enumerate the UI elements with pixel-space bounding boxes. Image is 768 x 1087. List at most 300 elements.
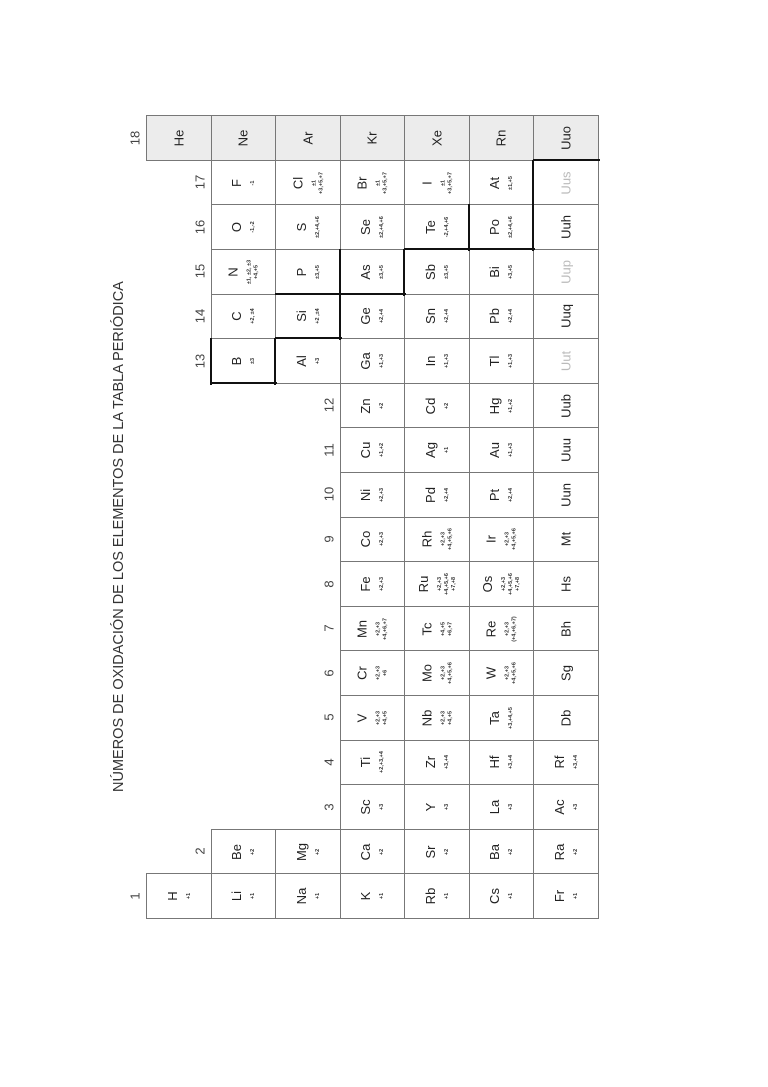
oxidation-states: +2,+3 bbox=[379, 532, 386, 547]
element-cell-mg bbox=[275, 829, 341, 875]
element-cell-ru bbox=[404, 561, 470, 607]
element-symbol: Sc bbox=[358, 799, 374, 815]
element-cell-uuh bbox=[533, 204, 599, 250]
divider-line bbox=[274, 338, 276, 385]
element-cell-pd bbox=[404, 472, 470, 518]
element-content bbox=[355, 618, 390, 640]
element-cell-rn bbox=[469, 115, 535, 161]
group-number-label: 10 bbox=[321, 487, 336, 502]
element-content bbox=[423, 755, 451, 769]
element-cell-c bbox=[211, 294, 277, 340]
element-content bbox=[558, 621, 573, 637]
element-content bbox=[290, 172, 325, 194]
element-content bbox=[226, 260, 261, 284]
element-cell-ir bbox=[469, 517, 535, 563]
element-content bbox=[423, 845, 451, 858]
oxidation-states: +1,+3 bbox=[379, 353, 386, 369]
element-symbol: Rn bbox=[493, 129, 509, 147]
group-number-label: 7 bbox=[321, 624, 336, 632]
divider-line bbox=[533, 159, 600, 161]
element-content bbox=[487, 216, 515, 238]
oxidation-states: ±3 bbox=[250, 357, 257, 365]
element-content bbox=[358, 442, 386, 459]
element-cell-te bbox=[404, 204, 470, 250]
oxidation-states: +1,+3 bbox=[508, 443, 515, 458]
element-symbol: Rb bbox=[422, 887, 438, 905]
element-symbol: At bbox=[487, 176, 503, 189]
group-number-15 bbox=[189, 260, 211, 282]
element-content bbox=[423, 217, 451, 238]
group-number-11 bbox=[318, 439, 340, 461]
element-symbol: Uub bbox=[558, 393, 574, 418]
element-content bbox=[487, 176, 515, 190]
element-content bbox=[355, 711, 390, 725]
oxidation-states: +2,+4 bbox=[443, 487, 450, 502]
divider-line bbox=[469, 248, 536, 250]
element-symbol: Au bbox=[487, 442, 503, 459]
element-content bbox=[171, 130, 186, 147]
element-symbol: Nb bbox=[419, 709, 435, 727]
element-symbol: Uus bbox=[558, 171, 574, 195]
group-number-label: 17 bbox=[192, 174, 207, 190]
group-number-label: 9 bbox=[321, 535, 336, 543]
element-cell-ac bbox=[533, 784, 599, 830]
element-symbol: Ag bbox=[422, 442, 438, 459]
element-cell-mo bbox=[404, 650, 470, 696]
oxidation-states: ±2,+4,+6 bbox=[508, 216, 515, 239]
element-content bbox=[423, 308, 451, 324]
element-cell-uuo bbox=[533, 115, 599, 161]
divider-line bbox=[275, 337, 342, 339]
element-content bbox=[558, 260, 573, 284]
element-symbol: Ra bbox=[551, 843, 567, 860]
element-content bbox=[558, 304, 573, 328]
group-number-13 bbox=[189, 350, 211, 372]
element-content bbox=[294, 265, 322, 279]
element-cell-db bbox=[533, 695, 599, 741]
element-content bbox=[358, 488, 386, 502]
element-symbol: Ni bbox=[358, 488, 374, 501]
element-symbol: W bbox=[483, 667, 499, 680]
element-cell-tc bbox=[404, 606, 470, 652]
element-symbol: Tl bbox=[487, 355, 503, 367]
element-content bbox=[558, 483, 573, 507]
element-cell-y bbox=[404, 784, 470, 830]
element-cell-he bbox=[146, 115, 212, 161]
element-symbol: Hf bbox=[487, 755, 503, 769]
group-number-label: 8 bbox=[321, 579, 336, 588]
element-cell-tl bbox=[469, 338, 535, 384]
element-symbol: Fe bbox=[358, 576, 374, 592]
element-content bbox=[558, 576, 573, 592]
divider-line bbox=[532, 160, 534, 251]
element-symbol: Uup bbox=[558, 259, 574, 284]
oxidation-states: +3 bbox=[314, 357, 321, 365]
element-symbol: Hg bbox=[487, 397, 503, 414]
oxidation-states: ±2,+4,+6 bbox=[379, 216, 386, 239]
element-content bbox=[487, 755, 515, 769]
element-content bbox=[229, 222, 257, 233]
group-number-label: 5 bbox=[321, 713, 336, 721]
group-number-10 bbox=[318, 483, 340, 505]
oxidation-states: +2,+3 +4,+5,+6 bbox=[440, 662, 454, 685]
oxidation-states: ±3,+5 bbox=[443, 264, 450, 279]
element-content bbox=[423, 397, 451, 414]
oxidation-states: +4,+5 +6,+7 bbox=[440, 621, 454, 636]
element-content bbox=[416, 573, 458, 595]
oxidation-states: ±1 +3,+5,+7 bbox=[375, 171, 389, 194]
element-cell-ag bbox=[404, 427, 470, 473]
element-symbol: C bbox=[229, 311, 245, 322]
group-number-5 bbox=[318, 706, 340, 728]
element-cell-ba bbox=[469, 829, 535, 875]
oxidation-states: ±1 +3,+5,+7 bbox=[440, 171, 454, 194]
oxidation-states: +2,+4 bbox=[508, 487, 515, 502]
element-content bbox=[358, 892, 386, 901]
element-cell-sg bbox=[533, 650, 599, 696]
oxidation-states: +2,+3 bbox=[379, 576, 386, 592]
element-cell-li bbox=[211, 873, 277, 919]
element-cell-rb bbox=[404, 873, 470, 919]
element-symbol: Pt bbox=[487, 488, 503, 501]
element-cell-p bbox=[275, 249, 341, 295]
element-symbol: F bbox=[229, 178, 245, 187]
element-symbol: Li bbox=[229, 891, 245, 902]
element-symbol: H bbox=[164, 891, 180, 901]
oxidation-states: +2 bbox=[379, 848, 386, 855]
element-content bbox=[494, 130, 509, 147]
element-symbol: Ta bbox=[487, 710, 503, 725]
element-content bbox=[558, 394, 573, 418]
element-cell-n bbox=[211, 249, 277, 295]
element-content bbox=[419, 528, 454, 550]
element-symbol: Ac bbox=[551, 799, 567, 815]
oxidation-states: +1 bbox=[314, 893, 321, 900]
element-content bbox=[487, 888, 515, 904]
element-symbol: I bbox=[419, 180, 435, 185]
group-number-label: 6 bbox=[321, 669, 336, 677]
element-content bbox=[358, 799, 386, 814]
element-symbol: Ar bbox=[300, 131, 316, 145]
oxidation-states: -2,+4,+6 bbox=[443, 216, 450, 238]
element-content bbox=[558, 351, 573, 371]
group-number-3 bbox=[318, 796, 340, 818]
element-content bbox=[294, 355, 322, 367]
element-cell-sc bbox=[340, 784, 406, 830]
element-symbol: Cs bbox=[487, 888, 503, 905]
element-cell-fr bbox=[533, 873, 599, 919]
element-cell-in bbox=[404, 338, 470, 384]
element-cell-uun bbox=[533, 472, 599, 518]
element-cell-b bbox=[211, 338, 277, 384]
group-number-18 bbox=[124, 127, 146, 149]
group-number-label: 4 bbox=[321, 758, 336, 766]
element-content bbox=[487, 442, 515, 458]
element-symbol: P bbox=[293, 267, 309, 277]
element-content bbox=[552, 799, 580, 814]
oxidation-states: +2,+4 bbox=[443, 309, 450, 324]
element-cell-ne bbox=[211, 115, 277, 161]
element-cell-pb bbox=[469, 294, 535, 340]
element-cell-w bbox=[469, 650, 535, 696]
element-content bbox=[484, 528, 519, 550]
element-cell-rh bbox=[404, 517, 470, 563]
oxidation-states: +2,+3,+4 bbox=[379, 751, 386, 774]
element-cell-uus bbox=[533, 160, 599, 206]
element-content bbox=[229, 844, 257, 860]
element-content bbox=[558, 171, 573, 194]
element-content bbox=[300, 131, 315, 144]
element-cell-mt bbox=[533, 517, 599, 563]
oxidation-states: +1 bbox=[185, 893, 192, 900]
oxidation-states: +2,+4 bbox=[508, 309, 515, 324]
element-cell-pt bbox=[469, 472, 535, 518]
group-number-label: 12 bbox=[321, 397, 336, 413]
element-content bbox=[358, 308, 386, 325]
group-number-label: 3 bbox=[321, 802, 336, 811]
element-symbol: Si bbox=[293, 310, 309, 323]
element-cell-ar bbox=[275, 115, 341, 161]
element-symbol: He bbox=[171, 129, 187, 147]
element-cell-po bbox=[469, 204, 535, 250]
group-number-9 bbox=[318, 528, 340, 550]
element-content bbox=[365, 131, 380, 144]
element-content bbox=[423, 803, 451, 812]
oxidation-states: +2,+3 +4,+5,+6 bbox=[504, 528, 518, 551]
divider-line bbox=[404, 248, 471, 250]
element-content bbox=[558, 215, 573, 239]
element-symbol: Pb bbox=[487, 308, 503, 325]
element-symbol: Re bbox=[483, 620, 499, 637]
element-cell-na bbox=[275, 873, 341, 919]
element-cell-ti bbox=[340, 740, 406, 786]
element-content bbox=[423, 264, 451, 280]
element-cell-bh bbox=[533, 606, 599, 652]
oxidation-states: ±3,+5 bbox=[314, 264, 321, 279]
oxidation-states: +3 bbox=[572, 803, 579, 811]
group-number-16 bbox=[189, 216, 211, 238]
element-symbol: Zn bbox=[358, 398, 374, 414]
element-content bbox=[229, 309, 257, 324]
element-symbol: Hs bbox=[558, 576, 574, 592]
element-cell-hs bbox=[533, 561, 599, 607]
element-cell-i bbox=[404, 160, 470, 206]
element-content bbox=[229, 179, 257, 187]
element-symbol: Fr bbox=[551, 890, 567, 903]
oxidation-states: +1,+3 bbox=[443, 353, 450, 369]
element-symbol: Rf bbox=[551, 755, 567, 769]
oxidation-states: ±1 +3,+5,+7 bbox=[311, 171, 325, 194]
oxidation-states: +3,+4 bbox=[508, 755, 515, 770]
element-symbol: Ir bbox=[483, 535, 499, 544]
element-cell-rf bbox=[533, 740, 599, 786]
oxidation-states: +1 bbox=[443, 893, 450, 900]
oxidation-states: +2,+4 bbox=[379, 309, 386, 324]
group-number-6 bbox=[318, 662, 340, 684]
oxidation-states: +3 bbox=[379, 803, 386, 811]
element-symbol: Pd bbox=[422, 486, 438, 503]
element-content bbox=[487, 844, 515, 860]
oxidation-states: +1 bbox=[250, 893, 257, 900]
element-cell-h bbox=[146, 873, 212, 919]
element-content bbox=[558, 665, 573, 681]
element-content bbox=[294, 888, 322, 905]
element-symbol: Ga bbox=[358, 352, 374, 370]
element-symbol: Al bbox=[293, 355, 309, 367]
element-symbol: Mn bbox=[354, 619, 370, 638]
element-cell-sn bbox=[404, 294, 470, 340]
element-cell-uut bbox=[533, 338, 599, 384]
group-number-label: 15 bbox=[192, 264, 207, 279]
element-cell-se bbox=[340, 204, 406, 250]
divider-line bbox=[403, 249, 405, 296]
element-symbol: N bbox=[225, 267, 241, 277]
oxidation-states: +2,+3 +4,+5,+6 bbox=[440, 528, 454, 551]
element-content bbox=[487, 265, 515, 279]
group-number-8 bbox=[318, 573, 340, 595]
element-cell-at bbox=[469, 160, 535, 206]
element-cell-co bbox=[340, 517, 406, 563]
oxidation-states: +2,+3 +4,+5 bbox=[375, 710, 389, 725]
oxidation-states: +1 bbox=[443, 447, 450, 454]
element-cell-bi bbox=[469, 249, 535, 295]
element-cell-os bbox=[469, 561, 535, 607]
oxidation-states: ±2,+4,+6 bbox=[314, 216, 321, 239]
element-content bbox=[558, 126, 573, 150]
element-content bbox=[558, 709, 573, 726]
element-symbol: Xe bbox=[429, 130, 445, 146]
element-cell-uuu bbox=[533, 427, 599, 473]
element-cell-zr bbox=[404, 740, 470, 786]
element-content bbox=[358, 398, 386, 413]
oxidation-states: ±3,+5 bbox=[379, 264, 386, 279]
element-symbol: Uuu bbox=[558, 438, 574, 463]
element-symbol: Bh bbox=[558, 620, 574, 637]
element-content bbox=[487, 308, 515, 324]
oxidation-states: +3,+4 bbox=[443, 755, 450, 770]
oxidation-states: +2,+3 +4,+5 bbox=[440, 710, 454, 725]
element-content bbox=[358, 216, 386, 238]
group-number-12 bbox=[318, 394, 340, 416]
oxidation-states: +1 bbox=[379, 893, 386, 900]
element-content bbox=[423, 442, 451, 458]
element-cell-be bbox=[211, 829, 277, 875]
element-symbol: Uuh bbox=[558, 215, 574, 240]
oxidation-states: +2 bbox=[314, 848, 321, 855]
element-content bbox=[419, 662, 454, 684]
element-cell-cu bbox=[340, 427, 406, 473]
group-number-label: 14 bbox=[192, 308, 207, 324]
divider-line bbox=[275, 293, 342, 295]
element-cell-la bbox=[469, 784, 535, 830]
element-cell-cd bbox=[404, 383, 470, 429]
element-content bbox=[419, 709, 454, 726]
oxidation-states: +2 bbox=[572, 848, 579, 855]
element-symbol: Sb bbox=[422, 263, 438, 280]
element-cell-cs bbox=[469, 873, 535, 919]
group-number-label: 18 bbox=[127, 130, 143, 145]
element-cell-uub bbox=[533, 383, 599, 429]
element-content bbox=[429, 130, 444, 146]
element-cell-sr bbox=[404, 829, 470, 875]
element-symbol: Ru bbox=[415, 575, 431, 593]
element-cell-fe bbox=[340, 561, 406, 607]
element-content bbox=[294, 843, 322, 861]
element-cell-uuq bbox=[533, 294, 599, 340]
element-content bbox=[552, 755, 580, 769]
oxidation-states: ±1, ±2, ±3 +4,+5 bbox=[246, 259, 260, 284]
element-content bbox=[229, 891, 257, 901]
element-symbol: Db bbox=[558, 709, 574, 727]
divider-line bbox=[339, 249, 341, 296]
element-cell-f bbox=[211, 160, 277, 206]
element-content bbox=[487, 707, 515, 729]
group-number-label: 2 bbox=[192, 847, 207, 855]
element-symbol: Co bbox=[358, 531, 374, 548]
element-content bbox=[236, 130, 251, 147]
element-content bbox=[358, 352, 386, 369]
element-cell-cl bbox=[275, 160, 341, 206]
element-content bbox=[358, 264, 386, 279]
element-cell-hg bbox=[469, 383, 535, 429]
element-content bbox=[294, 309, 322, 324]
element-cell-ga bbox=[340, 338, 406, 384]
element-content bbox=[552, 843, 580, 860]
element-symbol: Br bbox=[354, 176, 370, 190]
element-symbol: Rh bbox=[419, 531, 435, 548]
element-cell-au bbox=[469, 427, 535, 473]
oxidation-states: +2,+3 +4,+6,+7 bbox=[375, 617, 389, 640]
element-symbol: Ca bbox=[358, 843, 374, 860]
element-symbol: Uuo bbox=[558, 126, 574, 150]
element-symbol: Mg bbox=[293, 842, 309, 861]
element-cell-al bbox=[275, 338, 341, 384]
element-content bbox=[480, 573, 522, 595]
element-content bbox=[552, 890, 580, 902]
element-content bbox=[358, 843, 386, 860]
element-symbol: Na bbox=[293, 887, 309, 905]
element-symbol: Be bbox=[229, 843, 245, 860]
group-number-14 bbox=[189, 305, 211, 327]
element-symbol: Y bbox=[422, 802, 438, 812]
oxidation-states: +2 bbox=[508, 848, 515, 855]
element-cell-ta bbox=[469, 695, 535, 741]
element-content bbox=[355, 666, 390, 680]
element-cell-hf bbox=[469, 740, 535, 786]
element-symbol: V bbox=[354, 713, 370, 723]
element-cell-ca bbox=[340, 829, 406, 875]
oxidation-states: +2,+3 +6 bbox=[375, 666, 389, 681]
element-symbol: Po bbox=[487, 219, 503, 236]
element-symbol: Ge bbox=[358, 307, 374, 326]
oxidation-states: +2,+3 bbox=[379, 487, 386, 502]
element-cell-v bbox=[340, 695, 406, 741]
element-cell-sb bbox=[404, 249, 470, 295]
divider-line bbox=[339, 294, 341, 341]
element-symbol: O bbox=[229, 222, 245, 233]
element-symbol: Ne bbox=[235, 129, 251, 147]
element-cell-o bbox=[211, 204, 277, 250]
oxidation-states: -1 bbox=[250, 180, 257, 186]
element-symbol: Cd bbox=[422, 397, 438, 414]
element-content bbox=[294, 216, 322, 238]
element-cell-zn bbox=[340, 383, 406, 429]
element-content bbox=[484, 662, 519, 684]
group-number-label: 1 bbox=[127, 892, 143, 900]
element-content bbox=[487, 397, 515, 414]
divider-line bbox=[468, 204, 470, 251]
element-symbol: S bbox=[293, 222, 309, 232]
